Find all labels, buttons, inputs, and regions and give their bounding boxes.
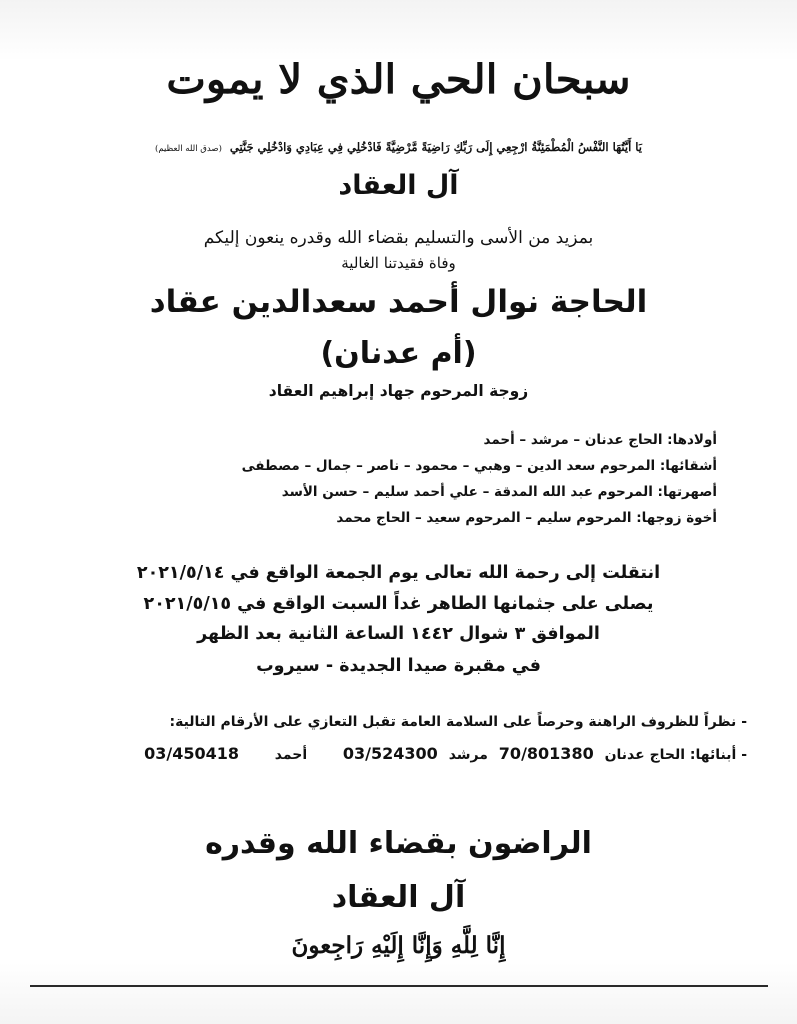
deceased-name: الحاجة نوال أحمد سعدالدين عقاد [149,284,648,320]
phone-ahmad: 03/450418 [144,744,240,763]
burial-place-line: في مقبرة صيدا الجديدة - سيروب [256,656,541,676]
quran-verse [60,140,737,154]
phone-murshid: 03/524300 [342,744,438,763]
family-name-top: آل العقاد [338,170,459,201]
funeral-time-line: الموافق ٣ شوال ١٤٤٢ الساعة الثانية بعد الظهر [197,624,600,644]
deceased-spouse: زوجة المرحوم جهاد إبراهيم العقاد [268,382,529,400]
sons-label: - أبنائها: الحاج عدنان [604,747,747,763]
intro-line-1: بمزيد من الأسى والتسليم بقضاء الله وقدره ينعون إليكم [203,228,594,248]
name-ahmad: أحمد [274,747,308,763]
relatives-siblings: أشقائها: المرحوم سعد الدين – وهبي – محمود – ناصر – جمال – مصطفى [241,458,717,474]
resigned-line: الراضون بقضاء الله وقدره [205,826,592,861]
verse-text: يَا أَيَّتُهَا النَّفْسُ الْمُطْمَئِنَّةُ ارْجِعِي إِلَى رَبِّكِ رَاضِيَةً مَّرْضِيَّةً فَادْخُلِي فِي عِبَادِي وَادْخُلِي جَنَّتِي [229,140,642,154]
relatives-children: أولادها: الحاج عدنان – مرشد – أحمد [483,432,717,448]
closing-verse: إِنَّا لِلَّهِ وَإِنَّا إِلَيْهِ رَاجِعونَ [291,932,506,959]
relatives-husband-siblings: أخوة زوجها: المرحوم سليم – المرحوم سعيد – الحاج محمد [336,510,717,526]
death-date-line: انتقلت إلى رحمة الله تعالى يوم الجمعة الواقع في ٢٠٢١/٥/١٤ [136,563,661,583]
condolence-notice: - نظراً للظروف الراهنة وحرصاً على السلامة العامة تقبل التعازي على الأرقام التالية: [169,714,747,730]
intro-line-2: وفاة فقيدتنا الغالية [341,254,456,272]
name-murshid: مرشد [448,747,488,763]
condolence-phones [138,744,747,763]
bottom-divider [30,985,768,987]
funeral-date-line: يصلى على جثمانها الطاهر غداً السبت الواقع في ٢٠٢١/٥/١٥ [143,594,654,614]
family-name-bottom: آل العقاد [331,880,466,915]
calligraphy-heading: سبحان الحي الذي لا يموت [166,56,631,103]
relatives-in-laws: أصهرتها: المرحوم عبد الله المدقة – علي أحمد سليم – حسن الأسد [281,484,717,500]
verse-reference: (صدق الله العظيم) [155,144,222,154]
deceased-kunya: (أم عدنان) [320,336,477,371]
phone-adnan: 70/801380 [498,744,594,763]
